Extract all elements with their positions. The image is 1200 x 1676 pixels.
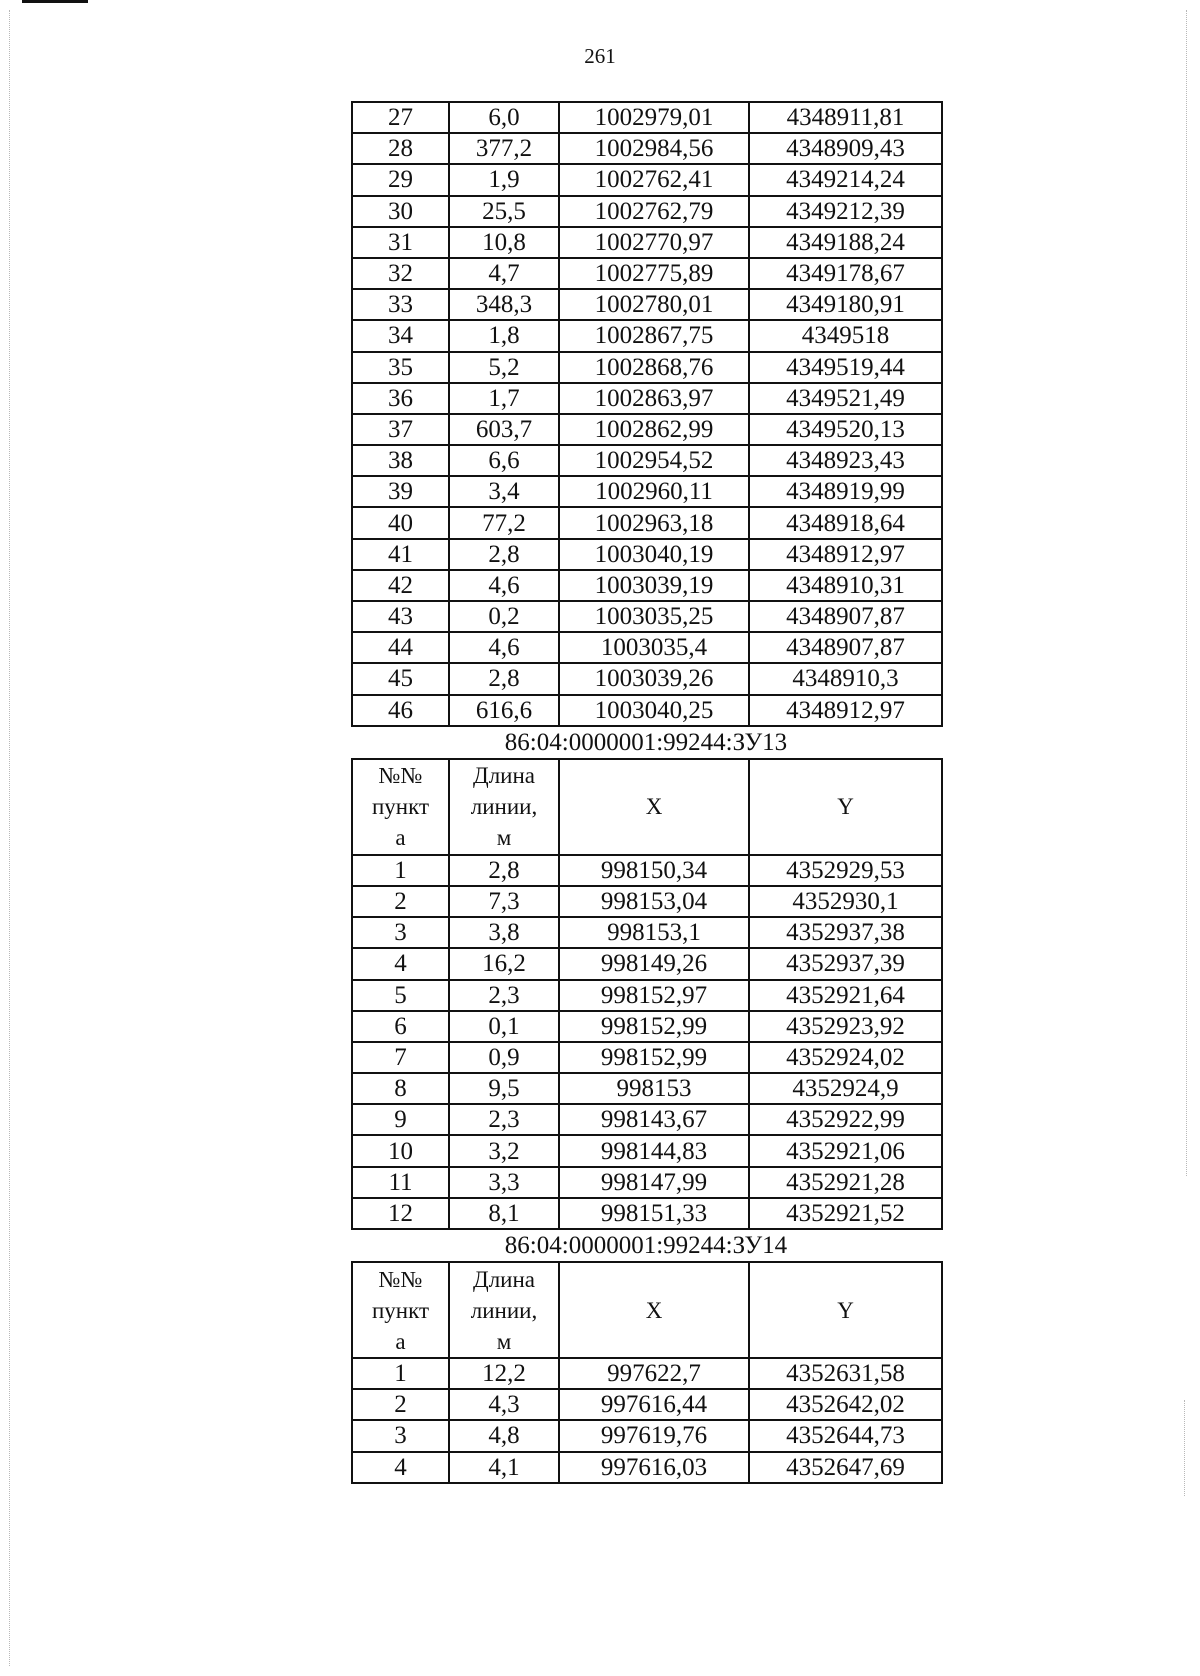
cell-x: 1003039,26	[559, 663, 749, 694]
cell-x: 998152,97	[559, 980, 749, 1011]
cell-line-length: 0,9	[449, 1042, 559, 1073]
document-content	[351, 101, 941, 1484]
cell-x: 1003035,25	[559, 601, 749, 632]
cell-x: 998149,26	[559, 948, 749, 979]
cell-line-length: 2,8	[449, 539, 559, 570]
cell-point-number: 46	[352, 695, 449, 726]
cell-y: 4349188,24	[749, 227, 942, 258]
table-row	[352, 632, 942, 663]
cell-y: 4349212,39	[749, 196, 942, 227]
cell-line-length: 1,9	[449, 164, 559, 195]
cell-line-length: 616,6	[449, 695, 559, 726]
cell-point-number: 44	[352, 632, 449, 663]
table-row	[352, 445, 942, 476]
table-row	[352, 948, 942, 979]
cell-line-length: 6,6	[449, 445, 559, 476]
header-point-number: №№ пункт а	[352, 1262, 449, 1358]
header-line-length: Длина линии, м	[449, 759, 559, 855]
table-row	[352, 507, 942, 538]
cell-line-length: 3,4	[449, 476, 559, 507]
table-row	[352, 414, 942, 445]
cell-point-number: 3	[352, 917, 449, 948]
cell-point-number: 33	[352, 289, 449, 320]
table-row	[352, 1198, 942, 1229]
section-title-zu14: 86:04:0000001:99244:ЗУ14	[504, 1232, 788, 1259]
table-row	[352, 1135, 942, 1166]
cell-line-length: 16,2	[449, 948, 559, 979]
cell-point-number: 2	[352, 886, 449, 917]
table-row	[352, 1358, 942, 1389]
cell-x: 997622,7	[559, 1358, 749, 1389]
cell-point-number: 3	[352, 1420, 449, 1451]
cell-y: 4352644,73	[749, 1420, 942, 1451]
cell-line-length: 2,8	[449, 855, 559, 886]
cell-y: 4352921,28	[749, 1167, 942, 1198]
cell-x: 998151,33	[559, 1198, 749, 1229]
cell-x: 998153	[559, 1073, 749, 1104]
cell-x: 1003035,4	[559, 632, 749, 663]
cell-y: 4348912,97	[749, 539, 942, 570]
cell-line-length: 6,0	[449, 102, 559, 133]
table-row	[352, 352, 942, 383]
table-row	[352, 695, 942, 726]
cell-y: 4349178,67	[749, 258, 942, 289]
cell-line-length: 25,5	[449, 196, 559, 227]
cell-y: 4349519,44	[749, 352, 942, 383]
cell-line-length: 4,6	[449, 632, 559, 663]
table-row	[352, 886, 942, 917]
cell-line-length: 1,7	[449, 383, 559, 414]
cell-x: 997616,03	[559, 1452, 749, 1483]
cell-line-length: 2,8	[449, 663, 559, 694]
table-row	[352, 258, 942, 289]
cell-x: 998147,99	[559, 1167, 749, 1198]
cell-x: 1002979,01	[559, 102, 749, 133]
header-x: X	[559, 759, 749, 855]
table-row	[352, 1104, 942, 1135]
cell-y: 4348909,43	[749, 133, 942, 164]
cell-y: 4352921,06	[749, 1135, 942, 1166]
cell-line-length: 3,3	[449, 1167, 559, 1198]
cell-y: 4352924,9	[749, 1073, 942, 1104]
cell-point-number: 27	[352, 102, 449, 133]
cell-line-length: 9,5	[449, 1073, 559, 1104]
cell-y: 4352921,52	[749, 1198, 942, 1229]
cell-x: 1002954,52	[559, 445, 749, 476]
cell-y: 4352921,64	[749, 980, 942, 1011]
scan-edge-right	[1186, 10, 1188, 1176]
cell-y: 4348923,43	[749, 445, 942, 476]
table-header-row	[352, 1262, 942, 1358]
table-row	[352, 601, 942, 632]
cell-y: 4348910,31	[749, 570, 942, 601]
cell-y: 4348919,99	[749, 476, 942, 507]
cell-y: 4348907,87	[749, 601, 942, 632]
table-row	[352, 570, 942, 601]
header-point-number: №№ пункт а	[352, 759, 449, 855]
cell-y: 4352923,92	[749, 1011, 942, 1042]
table-row	[352, 289, 942, 320]
cell-x: 1002862,99	[559, 414, 749, 445]
header-x: X	[559, 1262, 749, 1358]
cell-point-number: 1	[352, 1358, 449, 1389]
cell-x: 998153,04	[559, 886, 749, 917]
cell-point-number: 43	[352, 601, 449, 632]
table-row	[352, 383, 942, 414]
cell-point-number: 45	[352, 663, 449, 694]
cell-x: 1002770,97	[559, 227, 749, 258]
cell-x: 1002775,89	[559, 258, 749, 289]
table-body	[352, 102, 942, 726]
cell-line-length: 12,2	[449, 1358, 559, 1389]
cell-y: 4348907,87	[749, 632, 942, 663]
section-title-zu13: 86:04:0000001:99244:ЗУ13	[504, 728, 788, 756]
cell-line-length: 0,2	[449, 601, 559, 632]
cell-point-number: 9	[352, 1104, 449, 1135]
cell-y: 4352924,02	[749, 1042, 942, 1073]
table-row	[352, 102, 942, 133]
table-row	[352, 227, 942, 258]
cell-line-length: 8,1	[449, 1198, 559, 1229]
cell-y: 4348911,81	[749, 102, 942, 133]
table-row	[352, 1167, 942, 1198]
cell-y: 4352937,38	[749, 917, 942, 948]
cell-x: 998143,67	[559, 1104, 749, 1135]
cell-line-length: 603,7	[449, 414, 559, 445]
cell-line-length: 3,8	[449, 917, 559, 948]
table-row	[352, 320, 942, 351]
cell-y: 4352922,99	[749, 1104, 942, 1135]
cell-x: 1002867,75	[559, 320, 749, 351]
cell-point-number: 2	[352, 1389, 449, 1420]
cell-point-number: 31	[352, 227, 449, 258]
cell-point-number: 36	[352, 383, 449, 414]
header-y: Y	[749, 759, 942, 855]
cell-line-length: 7,3	[449, 886, 559, 917]
cell-point-number: 4	[352, 948, 449, 979]
cell-x: 1002762,79	[559, 196, 749, 227]
table-row	[352, 855, 942, 886]
cell-point-number: 35	[352, 352, 449, 383]
coordinates-table-zu13	[351, 758, 943, 1230]
table-row	[352, 196, 942, 227]
cell-point-number: 5	[352, 980, 449, 1011]
cell-x: 998150,34	[559, 855, 749, 886]
cell-x: 997616,44	[559, 1389, 749, 1420]
cell-point-number: 1	[352, 855, 449, 886]
cell-y: 4352631,58	[749, 1358, 942, 1389]
cell-line-length: 10,8	[449, 227, 559, 258]
table-row	[352, 980, 942, 1011]
cell-point-number: 38	[352, 445, 449, 476]
cell-line-length: 0,1	[449, 1011, 559, 1042]
cell-y: 4349520,13	[749, 414, 942, 445]
cell-y: 4352937,39	[749, 948, 942, 979]
cell-point-number: 6	[352, 1011, 449, 1042]
cell-y: 4349180,91	[749, 289, 942, 320]
table-row	[352, 1042, 942, 1073]
table-row	[352, 164, 942, 195]
cell-line-length: 4,1	[449, 1452, 559, 1483]
header-line-length: Длина линии, м	[449, 1262, 559, 1358]
cell-x: 997619,76	[559, 1420, 749, 1451]
table-body	[352, 1358, 942, 1483]
cell-line-length: 377,2	[449, 133, 559, 164]
cell-y: 4349521,49	[749, 383, 942, 414]
cell-x: 998152,99	[559, 1011, 749, 1042]
cell-x: 1002863,97	[559, 383, 749, 414]
table-row	[352, 663, 942, 694]
cell-point-number: 12	[352, 1198, 449, 1229]
table-row	[352, 539, 942, 570]
cell-point-number: 4	[352, 1452, 449, 1483]
cell-line-length: 4,3	[449, 1389, 559, 1420]
cell-x: 1003039,19	[559, 570, 749, 601]
cell-x: 1003040,19	[559, 539, 749, 570]
cell-y: 4352647,69	[749, 1452, 942, 1483]
cell-y: 4348912,97	[749, 695, 942, 726]
cell-point-number: 39	[352, 476, 449, 507]
cell-point-number: 30	[352, 196, 449, 227]
cell-point-number: 42	[352, 570, 449, 601]
cell-x: 1002780,01	[559, 289, 749, 320]
cell-line-length: 3,2	[449, 1135, 559, 1166]
coordinates-table-continued	[351, 101, 943, 727]
table-header-row	[352, 759, 942, 855]
cell-x: 1002963,18	[559, 507, 749, 538]
cell-point-number: 10	[352, 1135, 449, 1166]
cell-point-number: 37	[352, 414, 449, 445]
cell-point-number: 7	[352, 1042, 449, 1073]
cell-x: 1002868,76	[559, 352, 749, 383]
table-row	[352, 1452, 942, 1483]
scan-edge-right-lower	[1184, 1400, 1186, 1496]
table-row	[352, 476, 942, 507]
cell-point-number: 41	[352, 539, 449, 570]
cell-point-number: 11	[352, 1167, 449, 1198]
cell-point-number: 34	[352, 320, 449, 351]
table-body	[352, 855, 942, 1229]
cell-x: 1002960,11	[559, 476, 749, 507]
scan-edge-left	[9, 10, 11, 1666]
table-row	[352, 1420, 942, 1451]
cell-line-length: 348,3	[449, 289, 559, 320]
cell-point-number: 40	[352, 507, 449, 538]
cell-line-length: 4,6	[449, 570, 559, 601]
table-row	[352, 1011, 942, 1042]
cell-y: 4352642,02	[749, 1389, 942, 1420]
cell-line-length: 77,2	[449, 507, 559, 538]
cell-x: 998152,99	[559, 1042, 749, 1073]
cell-x: 1003040,25	[559, 695, 749, 726]
cell-point-number: 32	[352, 258, 449, 289]
cell-line-length: 1,8	[449, 320, 559, 351]
cell-y: 4349518	[749, 320, 942, 351]
cell-y: 4352929,53	[749, 855, 942, 886]
table-row	[352, 917, 942, 948]
cell-line-length: 2,3	[449, 980, 559, 1011]
cell-x: 998153,1	[559, 917, 749, 948]
cell-x: 1002762,41	[559, 164, 749, 195]
cell-line-length: 4,8	[449, 1420, 559, 1451]
cell-line-length: 4,7	[449, 258, 559, 289]
coordinates-table-zu14	[351, 1261, 943, 1484]
header-y: Y	[749, 1262, 942, 1358]
page-number: 261	[584, 44, 616, 68]
cell-y: 4348918,64	[749, 507, 942, 538]
table-row	[352, 1073, 942, 1104]
cell-y: 4349214,24	[749, 164, 942, 195]
table-row	[352, 133, 942, 164]
corner-mark	[22, 0, 88, 3]
table-row	[352, 1389, 942, 1420]
cell-y: 4352930,1	[749, 886, 942, 917]
cell-point-number: 8	[352, 1073, 449, 1104]
cell-x: 998144,83	[559, 1135, 749, 1166]
cell-y: 4348910,3	[749, 663, 942, 694]
cell-point-number: 28	[352, 133, 449, 164]
cell-point-number: 29	[352, 164, 449, 195]
cell-line-length: 5,2	[449, 352, 559, 383]
cell-line-length: 2,3	[449, 1104, 559, 1135]
cell-x: 1002984,56	[559, 133, 749, 164]
